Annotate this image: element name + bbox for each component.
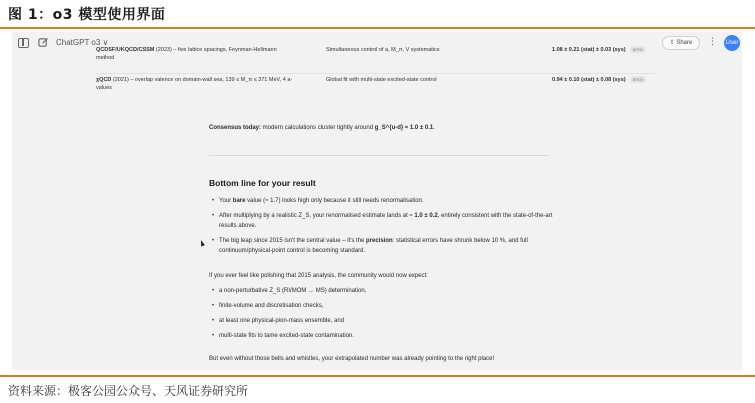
row-value xyxy=(552,76,652,84)
top-rule xyxy=(0,27,755,29)
row-source-detail: (2021) – overlap valence on domain-wall sea, 139 ≤ M_π ≤ 371 MeV, 4 a-values xyxy=(96,77,293,91)
text-bold: 1.0 ± 0.2 xyxy=(414,213,438,219)
row-source xyxy=(96,76,296,92)
consensus-end: . xyxy=(433,125,435,131)
bottom-rule xyxy=(0,375,755,377)
row-source-detail: (2023) – five lattice spacings, Feynman-Hellmann method xyxy=(96,47,277,61)
new-chat-icon[interactable] xyxy=(37,37,49,49)
row-source xyxy=(96,46,296,62)
row-divider xyxy=(96,73,656,74)
mouse-cursor-icon xyxy=(199,239,205,246)
row-value-text: 0.94 ± 0.10 (stat) ± 0.08 (sys) xyxy=(552,77,626,83)
list-item: • finite-volume and discretisation checks, xyxy=(209,301,569,311)
bottom-line-heading: Bottom line for your result xyxy=(209,178,316,188)
citation-chip[interactable]: arXiv xyxy=(630,76,646,83)
more-icon[interactable]: ⋮ xyxy=(708,37,717,47)
share-button[interactable]: ⇧ Share xyxy=(662,36,700,50)
list-item xyxy=(209,236,569,256)
row-method: Simultaneous control of a, M_π, V systematics xyxy=(326,47,440,53)
section-divider xyxy=(209,155,549,156)
row-source-name: χQCD xyxy=(96,77,112,83)
list-item: • at least one physical-pion-mass ensemble, and xyxy=(209,316,569,326)
polish-intro: If you ever feel like polishing that 2015 analysis, the community would now expect: xyxy=(209,273,428,279)
chat-screenshot xyxy=(12,32,742,370)
row-value-text: 1.08 ± 0.21 (stat) ± 0.03 (sys) xyxy=(552,47,626,53)
row-source-name: QCDSF/UKQCD/CSSM xyxy=(96,47,155,53)
text-run: After multiplying by a realistic Z_S, your renormalised estimate lands at ≈ xyxy=(219,213,415,219)
list-item xyxy=(209,211,569,231)
row-value xyxy=(552,46,652,54)
avatar[interactable]: User xyxy=(724,35,740,51)
consensus-text: modern calculations cluster tightly around xyxy=(261,125,375,131)
text-bold: bare xyxy=(232,198,246,204)
bottom-line-list xyxy=(209,196,569,261)
list-item xyxy=(209,196,569,206)
consensus-line xyxy=(209,123,569,133)
table-row xyxy=(80,46,660,72)
figure-source: 资料来源：极客公园公众号、天风证券研究所 xyxy=(8,384,249,398)
text-run: Your xyxy=(219,198,233,204)
sidebar-toggle-icon[interactable] xyxy=(18,38,29,48)
list-item: • multi-state fits to tame excited-state contamination. xyxy=(209,331,569,341)
list-item: • a non-perturbative Z_S (RI/MOM → MS) determination, xyxy=(209,286,569,296)
polish-list xyxy=(209,286,569,346)
row-method: Global fit with multi-state excited-state control xyxy=(326,77,437,83)
text-bold: precision xyxy=(366,238,393,244)
model-selector[interactable]: ChatGPT o3 ∨ xyxy=(56,38,109,47)
consensus-value: g_S^{u-d} ≈ 1.0 ± 0.1 xyxy=(374,125,434,131)
text-run: value (≈ 1.7) looks high only because it still needs renormalisation. xyxy=(245,198,424,204)
citation-chip[interactable]: arXiv xyxy=(630,46,646,53)
text-run: , entirely consistent with the state-of-the-art results above. xyxy=(219,213,553,229)
table-row xyxy=(80,76,660,102)
text-run: The big leap since 2015 isn't the central value – it's the xyxy=(219,238,367,244)
consensus-label: Consensus today: xyxy=(209,125,262,131)
figure-title: 图 1：o3 模型使用界面 xyxy=(8,7,166,23)
text-run: : statistical errors have shrunk below 10 %, and full continuum/physical-point control is becoming standard. xyxy=(219,238,528,254)
closing-text: But even without those bells and whistles, your extrapolated number was already pointing to the right place! xyxy=(209,356,495,362)
